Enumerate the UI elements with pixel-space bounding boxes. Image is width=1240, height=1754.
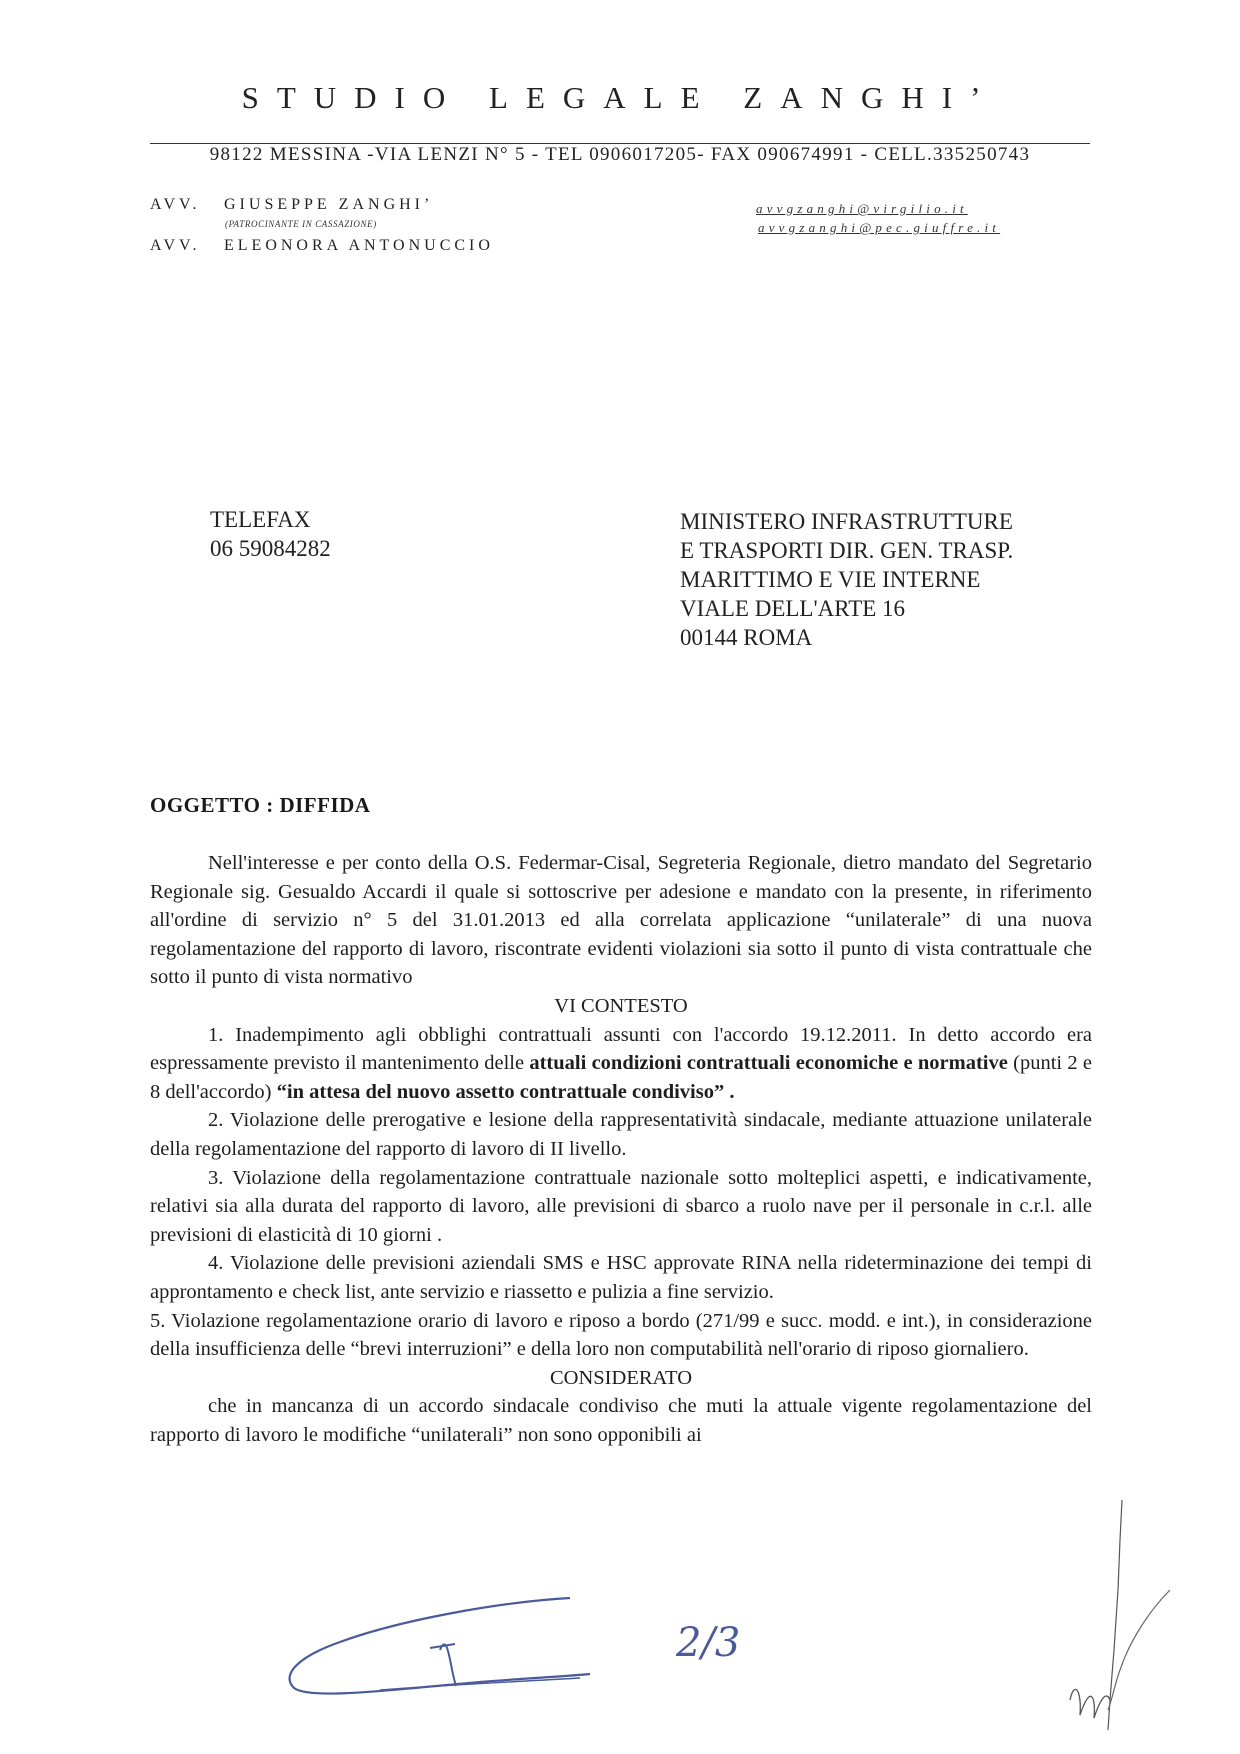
subject-line: OGGETTO : DIFFIDA (150, 793, 371, 817)
item-1-text-c: (punti 2 e 8 dell'accordo) (150, 1052, 1093, 1103)
recipient-line: VIALE DELL'ARTE 16 (680, 596, 906, 621)
item-5: 5. Violazione regolamentazione orario di lavoro e riposo a bordo (271/99 e succ. modd. e int.), in considerazione della insufficienza delle “brevi interruzioni” e della loro non computabilità nell'orario di riposo giornaliero. (150, 1309, 1092, 1361)
lawyer-2 (150, 237, 494, 255)
signature-mark (280, 1590, 600, 1700)
email-1[interactable]: avvgzanghi@virgilio.it (756, 201, 968, 216)
page-marker: 2/3 (676, 1620, 741, 1666)
lawyer-1-title: AVV. (150, 196, 201, 213)
recipient-address (680, 507, 1013, 652)
item-2: 2. Violazione delle prerogative e lesione della rappresentatività sindacale, mediante attuazione unilaterale della regolamentazione del rapporto di lavoro di II livello. (150, 1109, 1092, 1160)
item-3: 3. Violazione della regolamentazione contrattuale nazionale sotto molteplici aspetti, e indicativamente, relativi sia alla durata del rapporto di lavoro, alle previsioni di sbarco a ruolo nave per il personale in c.r.l. alle previsioni di elasticità di 10 giorni . (150, 1166, 1092, 1246)
firm-address: 98122 MESSINA -VIA LENZI N° 5 - TEL 0906017205- FAX 090674991 - CELL.335250743 (209, 144, 1031, 165)
initials-mark (1060, 1500, 1180, 1740)
item-4: 4. Violazione delle previsioni aziendali SMS e HSC approvate RINA nella rideterminazione dei tempi di approntamento e check list, ante servizio e riassetto e pulizia a fine servizio. (150, 1252, 1092, 1303)
recipient-line: MINISTERO INFRASTRUTTURE (680, 509, 1013, 534)
email-2[interactable]: avvgzanghi@pec.giuffre.it (758, 220, 1001, 235)
lawyer-1-name: GIUSEPPE ZANGHI’ (224, 196, 434, 213)
heading-contesto: VI CONTESTO (554, 994, 688, 1017)
item-1 (150, 1021, 1092, 1107)
item-1-bold-d: “in attesa del nuovo assetto contrattuale condiviso” . (276, 1080, 735, 1103)
fax-number: 06 59084282 (210, 536, 331, 561)
recipient-line: 00144 ROMA (680, 625, 813, 650)
recipient-line: MARITTIMO E VIE INTERNE (680, 567, 981, 592)
lawyer-1-note: (PATROCINANTE IN CASSAZIONE) (225, 219, 377, 229)
item-1-text-a: 1. Inadempimento agli obblighi contrattuali assunti con l'accordo 19.12.2011. In detto accordo era espressamente previsto il mantenimento delle (150, 1023, 1092, 1075)
heading-considerato: CONSIDERATO (550, 1366, 692, 1389)
recipient-line: E TRASPORTI DIR. GEN. TRASP. (680, 538, 1014, 563)
lawyer-2-name: ELEONORA ANTONUCCIO (224, 237, 494, 254)
lawyer-1 (150, 196, 433, 214)
letter-body (150, 849, 1092, 1449)
firm-name: STUDIO LEGALE ZANGHI’ (241, 80, 999, 115)
fax-label: TELEFAX (210, 507, 311, 532)
item-1-bold-b: attuali condizioni contrattuali economiche e normative (529, 1052, 1008, 1075)
closing-paragraph: che in mancanza di un accordo sindacale condiviso che muti la attuale vigente regolamentazione del rapporto di lavoro le modifiche “unilaterali” non sono opponibili ai (150, 1395, 1092, 1446)
intro-paragraph: Nell'interesse e per conto della O.S. Federmar-Cisal, Segreteria Regionale, dietro mandato del Segretario Regionale sig. Gesualdo Accardi il quale si sottoscrive per adesione e mandato con la presente, in riferimento all'ordine di servizio n° 5 del 31.01.2013 ed alla correlata applicazione “unilaterale” di una nuova regolamentazione del rapporto di lavoro, riscontrate evidenti violazioni sia sotto il punto di vista contrattuale che sotto il punto di vista normativo (150, 852, 1092, 989)
lawyer-2-title: AVV. (150, 237, 201, 254)
